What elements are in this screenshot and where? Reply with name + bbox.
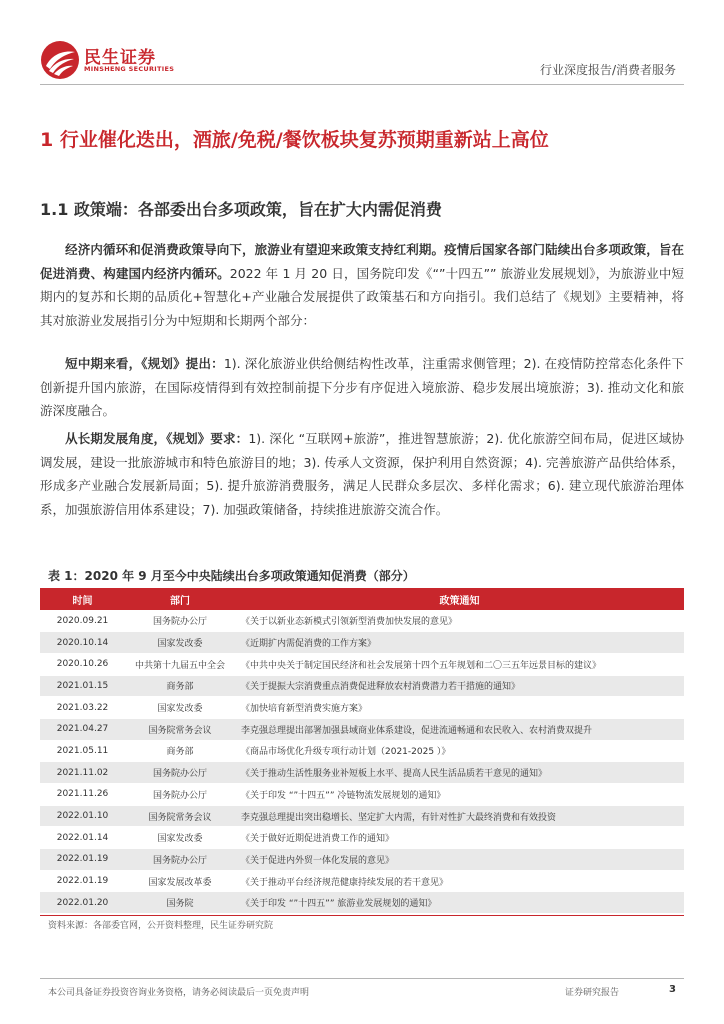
cell-policy: 李克强总理提出部署加强县域商业体系建设，促进流通畅通和农民收入、农村消费双提升 xyxy=(235,718,684,740)
logo-chinese-name: 民生证券 xyxy=(84,48,156,68)
cell-department: 国务院 xyxy=(125,892,235,914)
table-header-row xyxy=(40,588,684,610)
footer-disclaimer: 本公司具备证券投资咨询业务资格，请务必阅读最后一页免责声明 xyxy=(48,988,310,998)
cell-department: 商务部 xyxy=(125,740,235,762)
header-divider xyxy=(40,84,684,85)
cell-department: 国务院办公厅 xyxy=(125,762,235,784)
minsheng-logo-icon xyxy=(40,40,80,80)
table-row xyxy=(40,784,684,806)
cell-policy: 《关于推动生活性服务业补短板上水平、提高人民生活品质若干意见的通知》 xyxy=(235,762,684,784)
table-row xyxy=(40,697,684,719)
footer-report-type: 证券研究报告 xyxy=(565,988,620,998)
cell-policy: 《关于提振大宗消费重点消费促进释放农村消费潜力若干措施的通知》 xyxy=(235,675,684,697)
table-row xyxy=(40,632,684,654)
cell-policy: 《近期扩内需促消费的工作方案》 xyxy=(235,632,684,654)
cell-date: 2020.09.21 xyxy=(40,610,125,632)
table-source: 资料来源：各部委官网，公开资料整理，民生证券研究院 xyxy=(48,921,274,931)
cell-policy: 《商品市场优化升级专项行动计划（2021-2025 ）》 xyxy=(235,740,684,762)
paragraph-long-term xyxy=(40,427,684,521)
cell-department: 国务院常务会议 xyxy=(125,718,235,740)
cell-department: 国家发展改革委 xyxy=(125,870,235,892)
table-row xyxy=(40,762,684,784)
cell-date: 2022.01.19 xyxy=(40,870,125,892)
cell-department: 国务院办公厅 xyxy=(125,784,235,806)
cell-date: 2021.04.27 xyxy=(40,718,125,740)
cell-date: 2021.01.15 xyxy=(40,675,125,697)
table-row xyxy=(40,892,684,914)
cell-policy: 《中共中央关于制定国民经济和社会发展第十四个五年规划和二〇三五年远景目标的建议》 xyxy=(235,653,684,675)
cell-policy: 《关于印发 “”十四五”” 旅游业发展规划的通知》 xyxy=(235,892,684,914)
table-row xyxy=(40,718,684,740)
table-row xyxy=(40,849,684,871)
table-row xyxy=(40,675,684,697)
table-row xyxy=(40,610,684,632)
page-number: 3 xyxy=(669,984,676,995)
cell-policy: 《关于推动平台经济规范健康持续发展的若干意见》 xyxy=(235,870,684,892)
paragraph-text: 1). 深化 “互联网+旅游”，推进智慧旅游；2). 优化旅游空间布局，促进区域协调发展，建设一批旅游城市和特色旅游目的地；3). 传承人文资源，保护利用自然资源；4). 完善旅游产品供给体系，形成多产业融合发展新局面；5). 提升旅游消费服务，满足人民群众多层次、多样化需求；6). 建立现代旅游治理体系，加强旅游信用体系建设；7). 加强政策储备，持续推进旅游交流合作。 xyxy=(40,431,684,517)
policy-table xyxy=(40,588,684,914)
table-row xyxy=(40,653,684,675)
cell-policy: 《加快培育新型消费实施方案》 xyxy=(235,697,684,719)
cell-department: 国务院办公厅 xyxy=(125,610,235,632)
paragraph-text: 1). 深化旅游业供给侧结构性改革，注重需求侧管理；2). 在疫情防控常态化条件下创新提升国内旅游，在国际疫情得到有效控制前提下分步有序促进入境旅游、稳步发展出境旅游；3). 推动文化和旅游深度融合。 xyxy=(40,356,684,418)
table-bottom-rule xyxy=(40,915,684,916)
logo-english-name: MINSHENG SECURITIES xyxy=(84,65,175,73)
cell-department: 国务院办公厅 xyxy=(125,849,235,871)
cell-department: 国家发改委 xyxy=(125,697,235,719)
cell-policy: 《关于以新业态新模式引领新型消费加快发展的意见》 xyxy=(235,610,684,632)
cell-department: 中共第十九届五中全会 xyxy=(125,653,235,675)
page-header xyxy=(0,0,724,90)
paragraph-lead: 短中期来看，《规划》提出： xyxy=(65,356,224,371)
paragraph-policy-overview xyxy=(40,238,684,332)
cell-date: 2021.03.22 xyxy=(40,697,125,719)
cell-date: 2020.10.26 xyxy=(40,653,125,675)
cell-date: 2021.11.26 xyxy=(40,784,125,806)
table-row xyxy=(40,740,684,762)
cell-date: 2021.05.11 xyxy=(40,740,125,762)
cell-date: 2022.01.10 xyxy=(40,805,125,827)
table-title: 表 1：2020 年 9 月至今中央陆续出台多项政策通知促消费（部分） xyxy=(48,569,415,583)
cell-department: 国务院常务会议 xyxy=(125,805,235,827)
cell-department: 国家发改委 xyxy=(125,632,235,654)
subsection-heading: 1.1 政策端：各部委出台多项政策，旨在扩大内需促消费 xyxy=(40,200,442,219)
table-row xyxy=(40,870,684,892)
paragraph-lead: 从长期发展角度，《规划》要求： xyxy=(65,431,249,446)
cell-date: 2020.10.14 xyxy=(40,632,125,654)
cell-policy: 《关于促进内外贸一体化发展的意见》 xyxy=(235,849,684,871)
header-policy: 政策通知 xyxy=(235,588,684,610)
section-heading: 1 行业催化迭出，酒旅/免税/餐饮板块复苏预期重新站上高位 xyxy=(40,129,549,151)
report-category: 行业深度报告/消费者服务 xyxy=(539,63,676,77)
header-time: 时间 xyxy=(40,588,125,610)
cell-department: 国家发改委 xyxy=(125,827,235,849)
cell-policy: 《关于做好近期促进消费工作的通知》 xyxy=(235,827,684,849)
paragraph-lead: 经济内循环和促消费政策导向下，旅游业有望迎来政策支持红利期。疫情后国家各部门陆续出台多项政策，旨在促进消费、构建国内经济内循环。 xyxy=(40,242,684,281)
paragraph-text: 2022 年 1 月 20 日，国务院印发《“”十四五”” 旅游业发展规划》，为旅游业中短期内的复苏和长期的品质化+智慧化+产业融合发展提供了政策基石和方向指引。我们总结了《规划》主要精神，将其对旅游业发展指引分为中短期和长期两个部分： xyxy=(40,265,684,328)
table-row xyxy=(40,805,684,827)
cell-date: 2021.11.02 xyxy=(40,762,125,784)
header-department: 部门 xyxy=(125,588,235,610)
cell-policy: 《关于印发 “”十四五”” 冷链物流发展规划的通知》 xyxy=(235,784,684,806)
company-logo xyxy=(40,40,190,80)
paragraph-short-term xyxy=(40,352,684,423)
cell-date: 2022.01.19 xyxy=(40,849,125,871)
table-row xyxy=(40,827,684,849)
cell-date: 2022.01.14 xyxy=(40,827,125,849)
cell-date: 2022.01.20 xyxy=(40,892,125,914)
cell-department: 商务部 xyxy=(125,675,235,697)
footer-divider xyxy=(40,978,684,979)
cell-policy: 李克强总理提出突出稳增长、坚定扩大内需，有针对性扩大最终消费和有效投资 xyxy=(235,805,684,827)
